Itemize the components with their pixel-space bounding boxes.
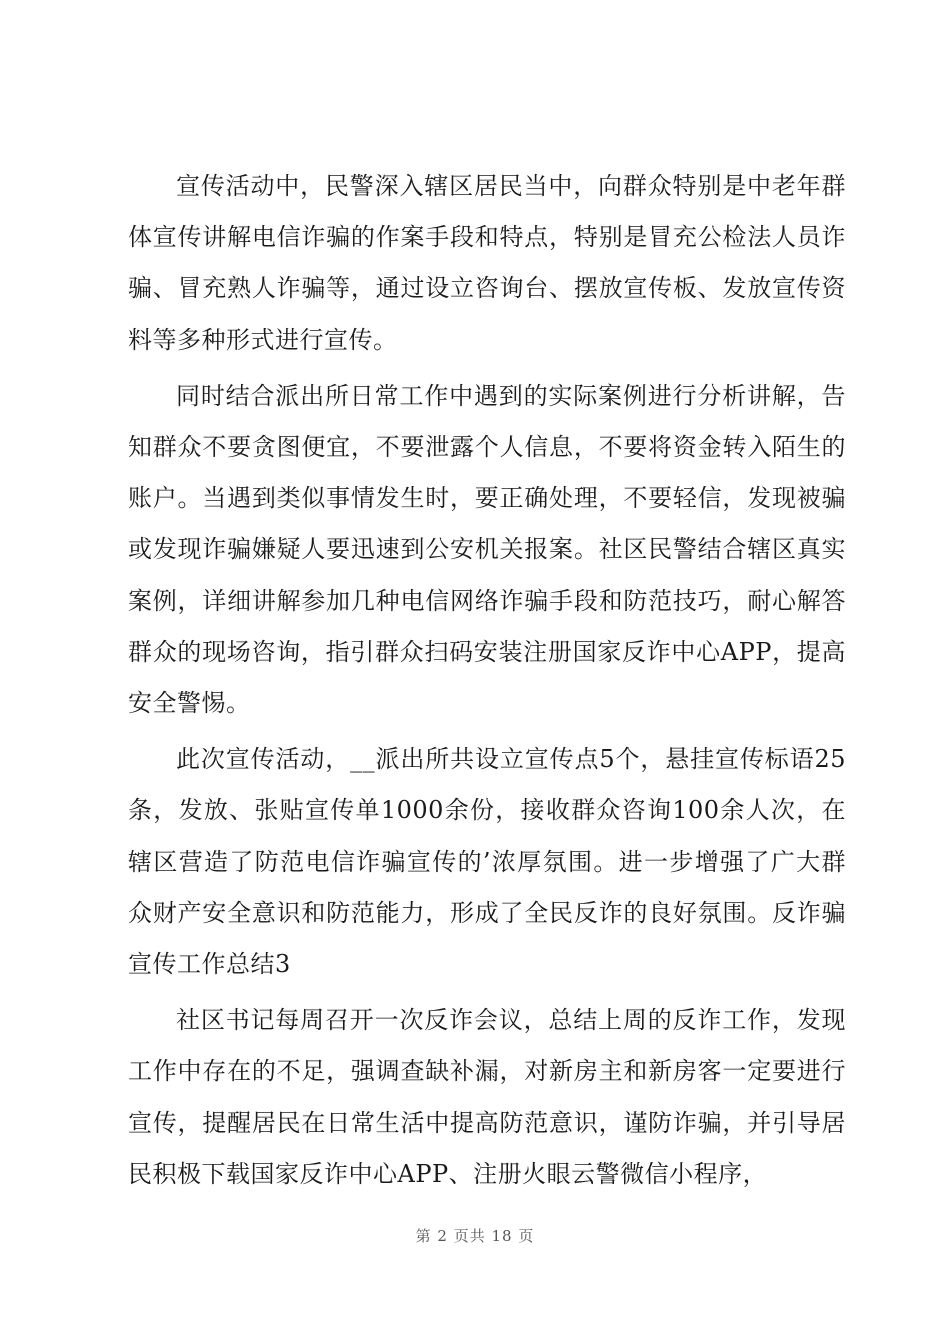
page-number-footer: 第 2 页共 18 页 [415,1227,535,1245]
paragraph: 宣传活动中，民警深入辖区居民当中，向群众特别是中老年群体宣传讲解电信诈骗的作案手段和特点，特别是冒充公检法人员诈骗、冒充熟人诈骗等，通过设立咨询台、摆放宣传板、发放宣传资料等多种形式进行宣传。 [128,172,846,354]
paragraph: 同时结合派出所日常工作中遇到的实际案例进行分析讲解，告知群众不要贪图便宜，不要泄露个人信息，不要将资金转入陌生的账户。当遇到类似事情发生时，要正确处理，不要轻信，发现被骗或发现诈骗嫌疑人要迅速到公安机关报案。社区民警结合辖区真实案例，详细讲解参加几种电信网络诈骗手段和防范技巧，耐心解答群众的现场咨询，指引群众扫码安装注册国家反诈中心APP，提高安全警惕。 [128,381,846,718]
paragraph: 社区书记每周召开一次反诈会议，总结上周的反诈工作，发现工作中存在的不足，强调查缺补漏，对新房主和新房客一定要进行宣传，提醒居民在日常生活中提高防范意识，谨防诈骗，并引导居民积极下载国家反诈中心APP、注册火眼云警微信小程序， [128,1006,846,1188]
document-body [128,161,846,1205]
paragraph: 此次宣传活动，__派出所共设立宣传点5个，悬挂宣传标语25条，发放、张贴宣传单1000余份，接收群众咨询100余人次，在辖区营造了防范电信诈骗宣传的’浓厚氛围。进一步增强了广大群众财产安全意识和防范能力，形成了全民反诈的良好氛围。反诈骗宣传工作总结3 [128,745,846,979]
